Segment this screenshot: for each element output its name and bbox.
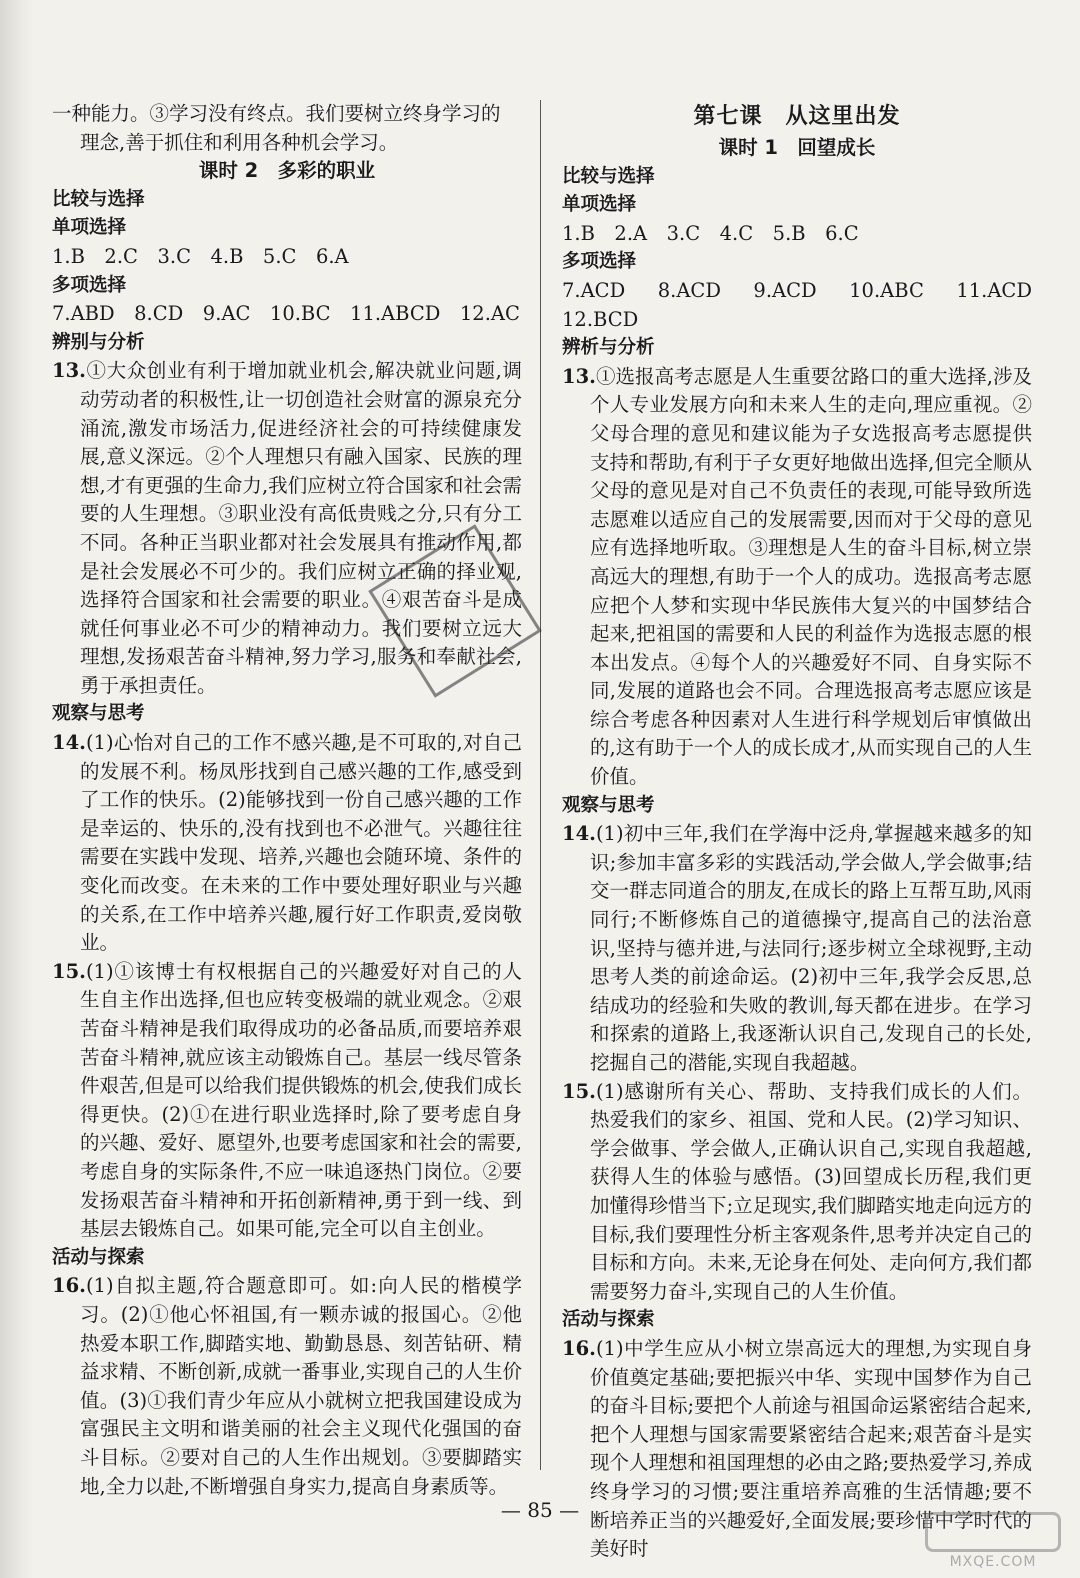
section-compare: 比较与选择: [562, 165, 655, 187]
question-number: 15.: [562, 1079, 596, 1103]
section-activity: 活动与探索: [562, 1309, 655, 1331]
question-answer: (1)心怡对自己的工作不感兴趣,是不可取的,对自己的发展不利。杨凤彤找到自己感兴趣的工作,感受到了工作的快乐。(2)能够找到一份自己感兴趣的工作是幸运的、快乐的,没有找到也不必泄气。兴趣往往需要在实践中发现、培养,兴趣也会随环境、条件的变化而改变。在未来的工作中要处理好职业与兴趣的关系,在工作中培养兴趣,履行好工作职责,爱岗敬业。: [80, 731, 522, 955]
question-15: [562, 1078, 1032, 1307]
question-number: 13.: [562, 364, 596, 388]
question-answer: (1)感谢所有关心、帮助、支持我们成长的人们。热爱我们的家乡、祖国、党和人民。(2)学习知识、学会做事、学会做人,正确认识自己,实现自我超越,获得人生的体验与感悟。(3)回望成长历程,我们更加懂得珍惜当下;立足现实,我们脚踏实地走向远方的目标,我们要理性分析主客观条件,思考并决定自己的目标和方向。未来,无论身在何处、走向何方,我们都需要努力奋斗,实现自己的人生价值。: [590, 1079, 1032, 1303]
section-single-choice: 单项选择: [52, 217, 127, 239]
section-single-choice: 单项选择: [562, 194, 637, 216]
column-divider: [540, 100, 541, 1470]
section-analysis: 辨别与分析: [52, 331, 145, 353]
lesson-title: 课时 2 多彩的职业: [198, 159, 376, 183]
single-choice-answers: 1.B 2.A 3.C 4.C 5.B 6.C: [562, 221, 859, 245]
question-answer: (1)初中三年,我们在学海中泛舟,掌握越来越多的知识;参加丰富多彩的实践活动,学会做人,学会做事;结交一群志同道合的朋友,在成长的路上互帮互助,风雨同行;不断修炼自己的道德操守,提高自己的法治意识,坚持与德并进,与法同行;逐步树立全球视野,主动思考人类的前途命运。(2)初中三年,我学会反思,总结成功的经验和失败的教训,每天都在进步。在学习和探索的道路上,我逐渐认识自己,发现自己的长处,挖掘自己的潜能,实现自我超越。: [590, 822, 1032, 1074]
question-number: 13.: [52, 359, 86, 383]
question-number: 14.: [52, 731, 86, 755]
lesson-title: 课时 1 回望成长: [718, 136, 876, 159]
section-analysis: 辨析与分析: [562, 337, 655, 359]
section-activity: 活动与探索: [52, 1246, 145, 1268]
left-column: [52, 100, 522, 1501]
section-multi-choice: 多项选择: [562, 251, 637, 273]
question-answer: (1)①该博士有权根据自己的兴趣爱好对自己的人生自主作出选择,但也应转变极端的就业观念。②艰苦奋斗精神是我们取得成功的必备品质,而要培养艰苦奋斗精神,就应该主动锻炼自己。基层一线尽管条件艰苦,但是可以给我们提供锻炼的机会,使我们成长得更快。(2)①在进行职业选择时,除了要考虑自身的兴趣、爱好、愿望外,也要考虑国家和社会的需要,考虑自身的实际条件,不应一味追逐热门岗位。②要发扬艰苦奋斗精神和开拓创新精神,勇于到一线、到基层去锻炼自己。如果可能,完全可以自主创业。: [80, 959, 522, 1241]
site-watermark-logo: [918, 1510, 1068, 1572]
section-observe: 观察与思考: [562, 794, 655, 816]
question-15: [52, 958, 522, 1244]
question-answer: (1)自拟主题,符合题意即可。如:向人民的楷模学习。(2)①他心怀祖国,有一颗赤诚的报国心。②他热爱本职工作,脚踏实地、勤勤恳恳、刻苦钻研、精益求精、不断创新,成就一番事业,实现自己的人生价值。(3)①我们青少年应从小就树立把我国建设成为富强民主文明和谐美丽的社会主义现代化强国的奋斗目标。②要对自己的人生作出规划。③要脚踏实地,全力以赴,不断增强自身实力,提高自身素质等。: [80, 1274, 522, 1498]
section-multi-choice: 多项选择: [52, 274, 127, 296]
right-column: [562, 100, 1052, 1564]
intro-line-1: 一种能力。③学习没有终点。我们要树立终身学习的: [52, 102, 501, 125]
intro-line-2: 理念,善于抓住和利用各种机会学习。: [80, 130, 399, 154]
question-number: 16.: [562, 1336, 596, 1360]
chapter-title: 第七课 从这里出发: [693, 104, 901, 129]
watermark-logo-icon: [925, 1512, 1061, 1552]
single-choice-answers: 1.B 2.C 3.C 4.B 5.C 6.A: [52, 244, 349, 268]
question-13: [562, 363, 1032, 792]
question-answer: ①选报高考志愿是人生重要岔路口的重大选择,涉及个人专业发展方向和未来人生的走向,理应重视。②父母合理的意见和建议能为子女选报高考志愿提供支持和帮助,有利于子女更好地做出选择,但完全顺从父母的意见是对自己不负责任的表现,可能导致所选志愿难以适应自己的发展需要,因而对于父母的意见应有选择地听取。③理想是人生的奋斗目标,树立崇高远大的理想,有助于一个人的成功。选报高考志愿应把个人梦和实现中华民族伟大复兴的中国梦结合起来,把祖国的需要和人民的利益作为选报志愿的根本出发点。④每个人的兴趣爱好不同、自身实际不同,发展的道路也会不同。合理选报高考志愿应该是综合考虑各种因素对人生进行科学规划后审慎做出的,这有助于一个人的成长成才,从而实现自己的人生价值。: [590, 364, 1032, 789]
page-number: — 85 —: [500, 1498, 580, 1522]
question-number: 16.: [52, 1274, 86, 1298]
question-number: 14.: [562, 822, 596, 846]
question-answer: (1)中学生应从小树立崇高远大的理想,为实现自身价值奠定基础;要把振兴中华、实现中国梦作为自己的奋斗目标;要把个人前途与祖国命运紧密结合起来,把个人理想与国家需要紧密结合起来;艰苦奋斗是实现个人理想和祖国理想的必由之路;要热爱学习,养成终身学习的习惯;要注重培养高雅的生活情趣;要不断培养正当的兴趣爱好,全面发展;要珍惜中学时代的美好时: [590, 1336, 1032, 1561]
question-number: 15.: [52, 959, 86, 983]
question-14: [562, 820, 1032, 1077]
multi-choice-answers: 7.ACD 8.ACD 9.ACD 10.ABC 11.ACD 12.BCD: [562, 278, 1052, 331]
section-observe: 观察与思考: [52, 703, 145, 725]
multi-choice-answers: 7.ABD 8.CD 9.AC 10.BC 11.ABCD 12.AC: [52, 302, 520, 326]
question-14: [52, 729, 522, 958]
section-compare: 比较与选择: [52, 188, 145, 210]
watermark-text: MXQE.COM: [949, 1554, 1037, 1570]
question-answer: ①大众创业有利于增加就业机会,解决就业问题,调动劳动者的积极性,让一切创造社会财富的源泉充分涌流,激发市场活力,促进经济社会的可持续健康发展,意义深远。②个人理想只有融入国家、民族的理想,才有更强的生命力,我们应树立符合国家和社会需要的人生理想。③职业没有高低贵贱之分,只有分工不同。各种正当职业都对社会发展具有推动作用,都是社会发展必不可少的。我们应树立正确的择业观,选择符合国家和社会需要的职业。④艰苦奋斗是成就任何事业必不可少的精神动力。我们要树立远大理想,发扬艰苦奋斗精神,努力学习,服务和奉献社会,勇于承担责任。: [80, 359, 522, 697]
page-binding-shadow: [0, 0, 34, 1578]
question-16: [52, 1272, 522, 1501]
